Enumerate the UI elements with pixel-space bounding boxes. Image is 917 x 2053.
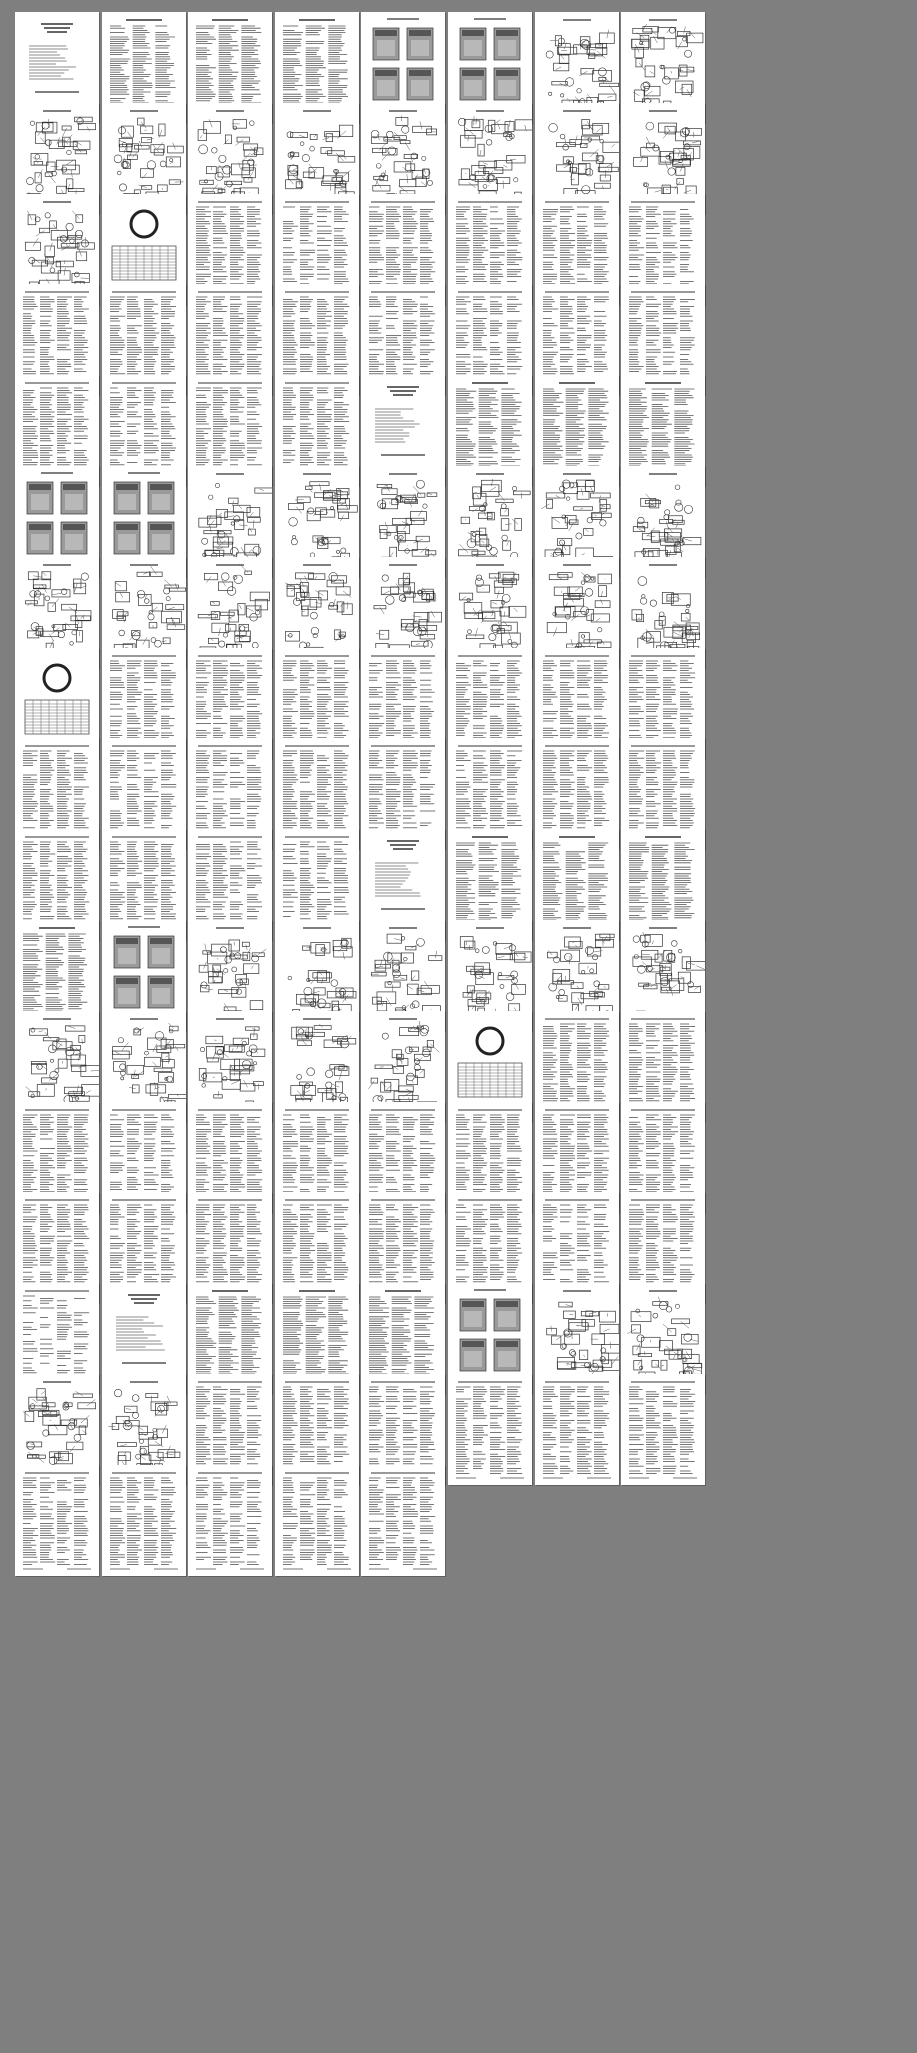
page-preview	[361, 1465, 445, 1576]
page-preview	[621, 1374, 705, 1485]
page-preview	[188, 1465, 272, 1576]
page-thumbnail[interactable]	[448, 1374, 532, 1485]
page-preview	[535, 1374, 619, 1485]
page-preview	[15, 1465, 99, 1576]
page-preview	[448, 1374, 532, 1485]
page-preview	[102, 1465, 186, 1576]
page-thumbnail[interactable]	[535, 1374, 619, 1485]
page-thumbnail[interactable]	[102, 1465, 186, 1576]
page-thumbnail[interactable]	[621, 1374, 705, 1485]
page-thumbnail[interactable]	[361, 1465, 445, 1576]
page-thumbnail[interactable]	[275, 1465, 359, 1576]
page-preview	[275, 1465, 359, 1576]
page-thumbnail[interactable]	[15, 1465, 99, 1576]
page-thumbnail[interactable]	[188, 1465, 272, 1576]
